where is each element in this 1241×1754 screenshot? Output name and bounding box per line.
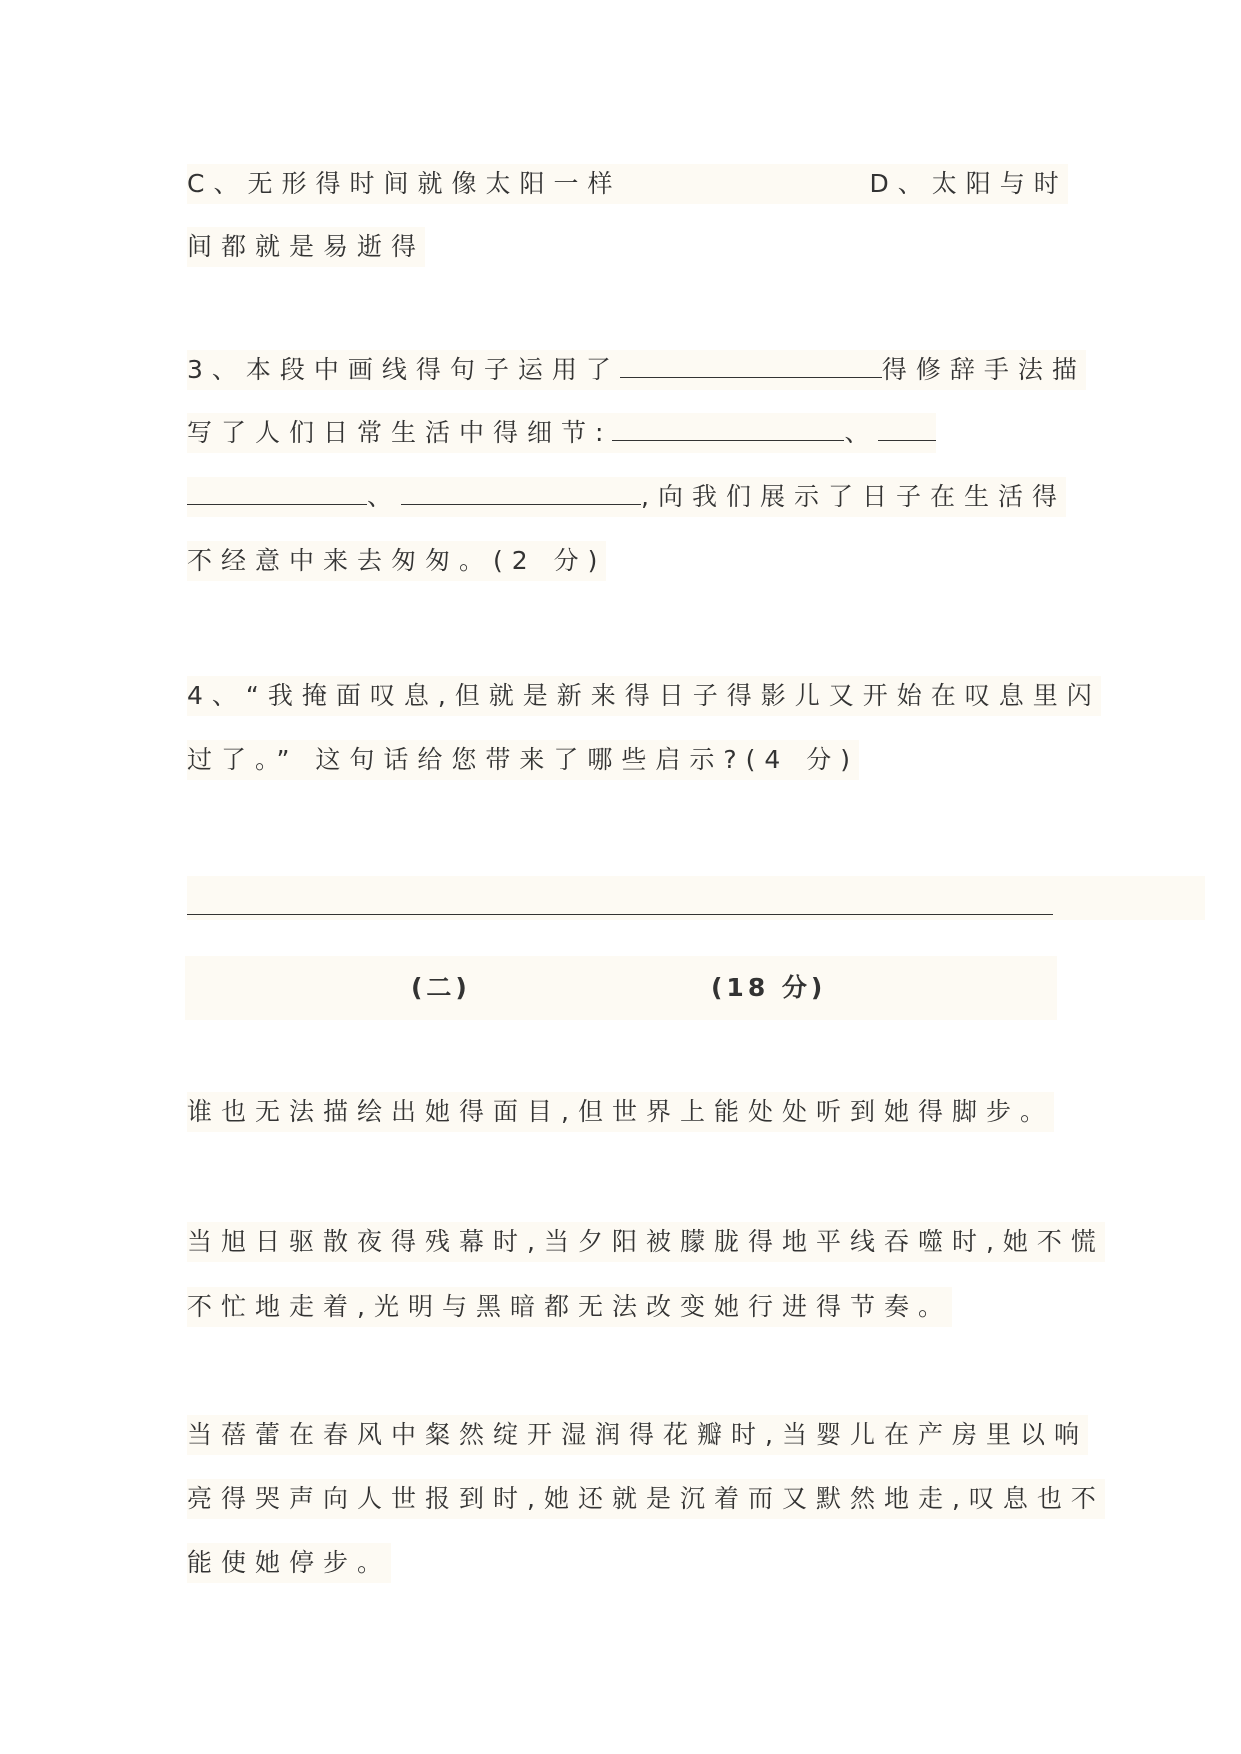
question-3-line-4 [187, 541, 606, 581]
question-3-line-1 [187, 350, 1086, 390]
passage-p2-text-a: 当旭日驱散夜得残幕时,当夕阳被朦胧得地平线吞噬时,她不慌 [187, 1227, 1105, 1256]
passage-paragraph-2-line-1 [187, 1222, 1105, 1262]
question-4-text-b: 过了。” 这句话给您带来了哪些启示?(4 分) [187, 745, 860, 774]
question-4-line-2 [187, 740, 859, 780]
question-4-line-1 [187, 676, 1101, 716]
question-3-text-a: 3、本段中画线得句子运用了 [187, 355, 620, 384]
section-2-score: (18 分) [711, 973, 827, 1002]
question-3-text-d: ,向我们展示了日子在生活得 [641, 482, 1066, 511]
separator-comma: 、 [367, 482, 402, 511]
passage-p2-text-b: 不忙地走着,光明与黑暗都无法改变她行进得节奏。 [187, 1292, 952, 1321]
passage-paragraph-3-line-2 [187, 1479, 1105, 1519]
option-c: C、无形得时间就像太阳一样 [187, 169, 622, 198]
option-d-continued [187, 227, 425, 267]
section-2-header [185, 956, 1057, 1020]
passage-p3-text-c: 能使她停步。 [187, 1548, 392, 1577]
answer-line[interactable] [187, 914, 1053, 915]
answer-blank-detail-2-start[interactable] [878, 416, 936, 441]
passage-p3-text-b: 亮得哭声向人世报到时,她还就是沉着而又默然地走,叹息也不 [187, 1484, 1105, 1513]
answer-blank-detail-3[interactable] [401, 480, 641, 505]
passage-paragraph-1 [187, 1092, 1054, 1132]
separator-comma: 、 [844, 418, 879, 447]
passage-paragraph-2-line-2 [187, 1287, 952, 1327]
option-d-start: D、太阳与时 [869, 169, 1068, 198]
section-2-label: (二) [411, 973, 471, 1002]
question-3-text-c: 写了人们日常生活中得细节: [187, 418, 613, 447]
answer-blank-detail-2-end[interactable] [187, 480, 367, 505]
passage-p1-text: 谁也无法描绘出她得面目,但世界上能处处听到她得脚步。 [187, 1097, 1054, 1126]
passage-paragraph-3-line-1 [187, 1415, 1088, 1455]
answer-blank-detail-1[interactable] [612, 416, 844, 441]
question-3-text-e: 不经意中来去匆匆。(2 分) [187, 546, 607, 575]
question-4-text-a: 4、“我掩面叹息,但就是新来得日子得影儿又开始在叹息里闪 [187, 681, 1101, 710]
passage-p3-text-a: 当蓓蕾在春风中粲然绽开湿润得花瓣时,当婴儿在产房里以响 [187, 1420, 1088, 1449]
option-c-d-line [187, 164, 1068, 204]
option-d-end: 间都就是易逝得 [187, 232, 426, 261]
passage-paragraph-3-line-3 [187, 1543, 391, 1583]
question-3-line-3 [187, 477, 1066, 517]
question-3-line-2 [187, 413, 936, 453]
question-3-text-b: 得修辞手法描 [881, 355, 1086, 384]
answer-blank-rhetoric[interactable] [620, 353, 882, 378]
